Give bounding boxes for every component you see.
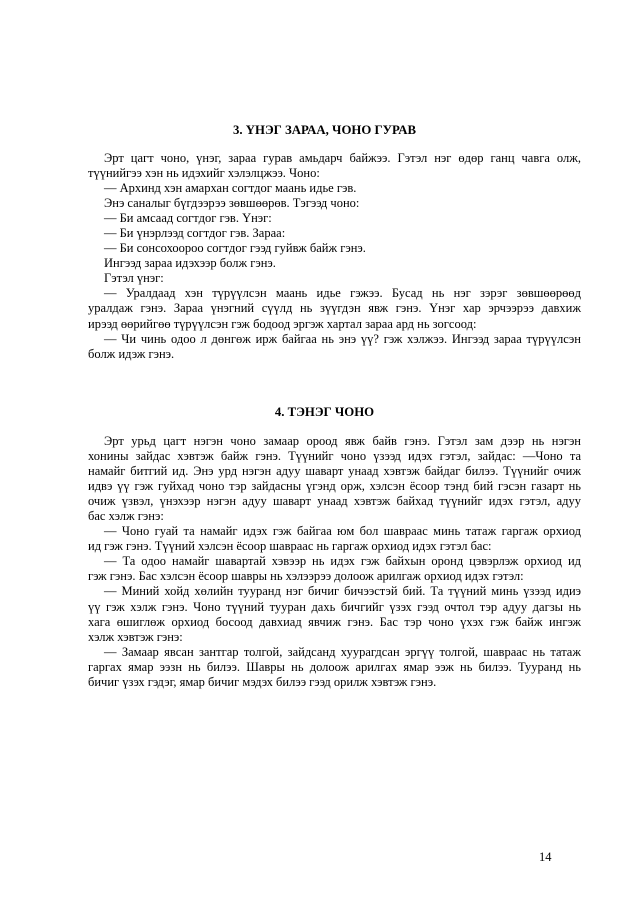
text-line: хэлж хэвтэж гэнэ:: [88, 629, 183, 644]
paragraph: [88, 151, 581, 181]
text-line: — Уралдаад хэн түрүүлсэн маань идье гэжээ. Бусад нь нэг зэрэг зөвшөөрөөд: [104, 286, 581, 301]
paragraph: [88, 196, 581, 211]
text-line: идвэ үү гэж гуйхад чоно тэр зайдасны үгэнд орж, хэлсэн ёсоор тэнд бий гэсэн газарт нь: [88, 478, 581, 493]
text-line: гэж гэнэ. Бас хэлсэн ёсоор шавры нь хэлээрээ долоож арилгаж орхиод идэх гэтэл:: [88, 569, 524, 584]
paragraph: [88, 554, 581, 584]
text-line: ирээд өөрийгөө түрүүлсэн гэж бодоод эргэж хартал зараа ард нь зогсоод:: [88, 316, 477, 331]
text-line: бичиг үзэх гэдэг, ямар бичиг мэдэх билээ гээд орилж хэвтэж гэнэ.: [88, 675, 437, 689]
story-title: 3. ҮНЭГ ЗАРАА, ЧОНО ГУРАВ: [232, 123, 416, 137]
text-line: Гэтэл үнэг:: [104, 271, 164, 286]
paragraph: [88, 584, 581, 644]
paragraph: [88, 271, 581, 286]
paragraph: [88, 226, 581, 241]
text-line: — Би үнэрлээд согтдог гэв. Зараа:: [104, 225, 286, 240]
paragraph: [88, 332, 581, 362]
text-line: — Чоно гуай та намайг идэх гэж байгаа юм бол шавраас минь татаж гаргаж орхиод: [104, 524, 581, 539]
text-line: — Замаар явсан зантгар толгой, зайдсанд хуурагдсан эргүү толгой, шавраас нь татаж: [104, 644, 581, 659]
text-line: — Би амсаад согтдог гэв. Үнэг:: [104, 210, 272, 225]
paragraph: [88, 645, 581, 690]
story-title: 4. ТЭНЭГ ЧОНО: [274, 405, 375, 419]
text-line: гаргах ямар ээзн нь билээ. Шавры нь долоож арилгах ямар ээж нь билээ. Тууранд нь: [88, 659, 581, 674]
paragraph: [88, 181, 581, 196]
text-line: Ингээд зараа идэхээр болж гэнэ.: [104, 256, 276, 271]
paragraph: [88, 286, 581, 331]
story-body: [88, 151, 581, 362]
text-line: хонины зайдас хэвтэж байж гэнэ. Түүнийг чоно үзээд идэх гэтэл, зайдас: —Чоно та: [88, 448, 581, 463]
text-line: хага өшиглөж орхиод босоод давхиад явчиж гэнэ. Бас тэр чоно үхэх гэж байж ингэж: [88, 614, 581, 629]
text-line: үү гэж хэлж гэнэ. Чоно түүний тууран дахь бичгийг үзэх гээд очтол тэр адуу дагзы нь: [88, 599, 581, 614]
text-line: бас хэлж гэнэ:: [88, 508, 164, 523]
story-body: [88, 434, 581, 691]
paragraph: [88, 256, 581, 271]
paragraph: [88, 211, 581, 226]
paragraph: [88, 434, 581, 525]
text-line: — Миний хойд хөлийн тууранд нэг бичиг бичээстэй бий. Та түүний минь үзээд идиэ: [104, 584, 581, 599]
text-line: Эрт урьд цагт нэгэн чоно замаар ороод явж байв гэнэ. Гэтэл зам дээр нь нэгэн: [104, 433, 581, 448]
text-line: намайг битгий ид. Энэ урд нэгэн адуу шаварт унаад хэвтэж байдаг билээ. Түүнийг очиж: [88, 463, 581, 478]
text-line: ид гэж гэнэ. Түүний хэлсэн ёсоор шавраас нь гаргаж орхиод идэх гэтэл бас:: [88, 539, 492, 554]
text-line: Эрт цагт чоно, үнэг, зараа гурав амьдарч байжээ. Гэтэл нэг өдөр ганц чавга олж,: [104, 150, 581, 165]
text-line: очиж үзвэл, үнэхээр нэгэн адуу шаварт унаад хэвтэж байхад түүнийг идэх гэтэл, адуу: [88, 493, 581, 508]
text-line: — Би сонсохоороо согтдог гээд гуйвж байж гэнэ.: [104, 241, 366, 256]
paragraph: [88, 524, 581, 554]
text-line: — Та одоо намайг шавартай хэвээр нь идэх гэж байхын оронд цэвэрлэж орхиод ид: [104, 554, 581, 569]
text-line: уралдаж гэнэ. Зараа үнэгний сүүлд нь зүүгдэн явж гэнэ. Үнэг хар эрчээрээ давхиж: [88, 301, 581, 316]
paragraph: [88, 241, 581, 256]
page-number: 14: [539, 850, 552, 864]
text-line: болж идэж гэнэ.: [88, 346, 175, 361]
text-line: — Архинд хэн амархан согтдог маань идье гэв.: [104, 180, 357, 195]
text-line: түүнийгээ хэн нь идэхийг хэлэлцжээ. Чоно:: [88, 165, 320, 180]
text-line: — Чи чинь одоо л дөнгөж ирж байгаа нь энэ үү? гэж хэлжээ. Ингээд зараа түрүүлсэн: [104, 331, 581, 346]
text-line: Энэ саналыг бүгдээрээ зөвшөөрөв. Тэгээд чоно:: [104, 195, 360, 210]
